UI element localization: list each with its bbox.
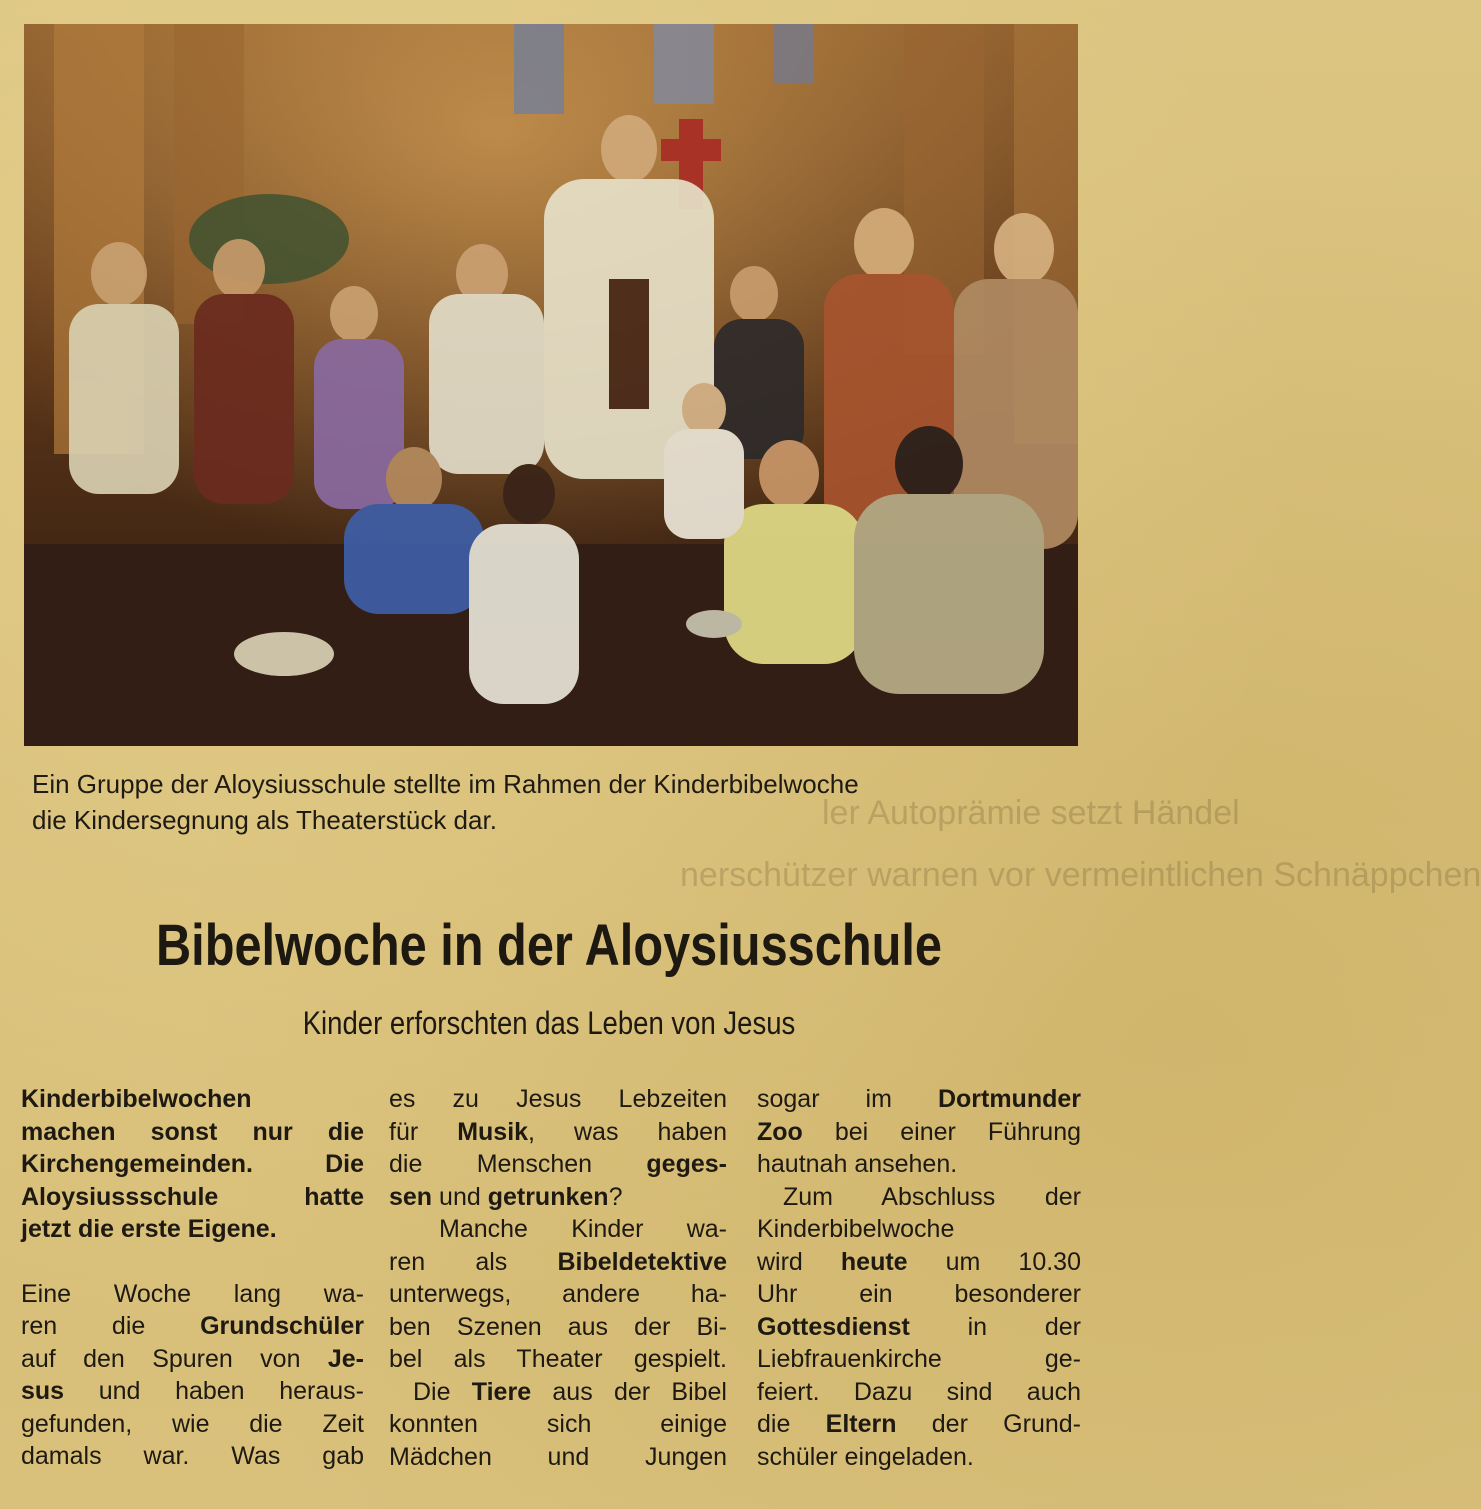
article-lead: [21, 1083, 364, 1246]
lead-line: Kinderbibelwochen: [21, 1085, 252, 1113]
caption-line-2: die Kindersegnung als Theaterstück dar.: [32, 805, 497, 835]
body-line: Die Tiere aus der Bibel: [413, 1377, 727, 1406]
article-column-3: [757, 1083, 1081, 1473]
lead-line: Kirchengemeinden. Die: [21, 1150, 364, 1178]
article-subheadline: Kinder erforschten das Leben von Jesus: [302, 1005, 796, 1041]
body-line: ren die Grundschüler: [21, 1312, 364, 1340]
body-line: es zu Jesus Lebzeiten: [389, 1085, 727, 1113]
body-line: damals war. Was gab: [21, 1442, 364, 1470]
body-line: ben Szenen aus der Bi-: [389, 1312, 727, 1341]
body-line: die Eltern der Grund-: [757, 1410, 1081, 1438]
body-line: schüler eingeladen.: [757, 1442, 974, 1471]
body-line: konnten sich einige: [389, 1410, 727, 1438]
article-column-1: [21, 1083, 364, 1473]
body-line: Gottesdienst in der: [757, 1312, 1081, 1341]
bleed-through-text-1: ler Autoprämie setzt Händel: [822, 794, 1240, 832]
body-line: sus und haben heraus-: [21, 1377, 364, 1405]
body-line: sogar im Dortmunder: [757, 1085, 1081, 1113]
body-line: bel als Theater gespielt.: [389, 1345, 727, 1373]
lead-line: jetzt die erste Eigene.: [21, 1215, 277, 1243]
body-line: gefunden, wie die Zeit: [21, 1409, 364, 1438]
body-line: wird heute um 10.30: [757, 1247, 1081, 1276]
body-line: Mädchen und Jungen: [389, 1442, 727, 1471]
body-line: Zoo bei einer Führung: [757, 1117, 1081, 1146]
body-line: sen und getrunken?: [389, 1182, 623, 1211]
body-line: für Musik, was haben: [389, 1117, 727, 1146]
lead-line: machen sonst nur die: [21, 1117, 364, 1146]
body-line: Uhr ein besonderer: [757, 1280, 1081, 1308]
photo-church-children-play: [24, 24, 1078, 746]
body-line: die Menschen geges-: [389, 1150, 727, 1178]
body-line: feiert. Dazu sind auch: [757, 1377, 1081, 1406]
article-headline: Bibelwoche in der Aloysiusschule: [155, 913, 943, 978]
lead-line: Aloysiussschule hatte: [21, 1182, 364, 1211]
article-photo: [24, 24, 1078, 746]
body-line: Liebfrauenkirche ge-: [757, 1345, 1081, 1373]
body-line: Eine Woche lang wa-: [21, 1279, 364, 1308]
body-line: Kinderbibelwoche: [757, 1215, 955, 1243]
body-line: Zum Abschluss der: [783, 1182, 1081, 1211]
article-body-col1: [21, 1278, 364, 1473]
body-line: Manche Kinder wa-: [439, 1215, 727, 1243]
body-line: auf den Spuren von Je-: [21, 1344, 364, 1373]
body-line: unterwegs, andere ha-: [389, 1280, 727, 1308]
bleed-through-text-2: nerschützer warnen vor vermeintlichen Schnäppchen: [680, 856, 1481, 894]
article-column-2: [389, 1083, 727, 1473]
body-line: ren als Bibeldetektive: [389, 1247, 727, 1276]
body-line: hautnah ansehen.: [757, 1150, 958, 1178]
caption-line-1: Ein Gruppe der Aloysiusschule stellte im Rahmen der Kinderbibelwoche: [32, 769, 859, 799]
